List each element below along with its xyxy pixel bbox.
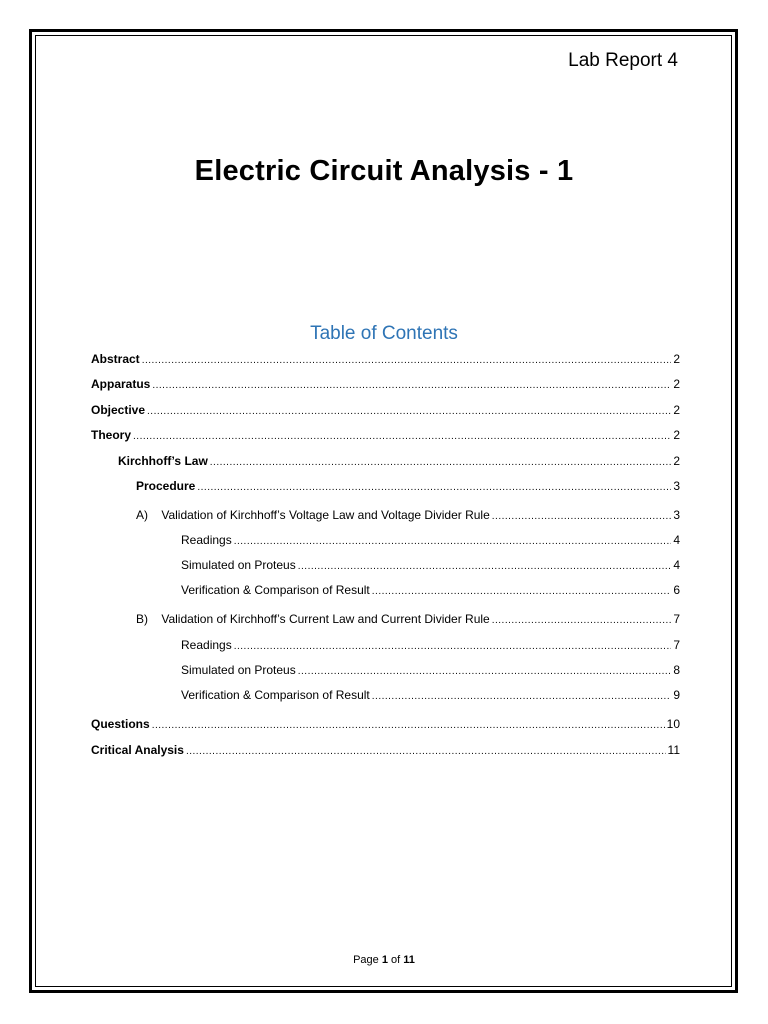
toc-leader-dots xyxy=(152,378,671,394)
toc-entry-label: Objective xyxy=(91,403,146,417)
footer-total-pages: 11 xyxy=(403,954,415,966)
toc-leader-dots xyxy=(234,534,672,550)
toc-leader-dots xyxy=(147,404,671,420)
toc-entry-abstract[interactable] xyxy=(91,351,680,367)
toc-leader-dots xyxy=(372,689,672,705)
toc-entry-label: B) Validation of Kirchhoff’s Current Law and Current Divider Rule xyxy=(136,612,490,626)
toc-leader-dots xyxy=(298,559,672,575)
footer-current-page: 1 xyxy=(381,954,388,966)
toc-leader-dots xyxy=(492,509,672,525)
page-footer xyxy=(0,954,768,966)
toc-entry-page: 4 xyxy=(673,558,680,572)
toc-entry-kvl-verification[interactable] xyxy=(181,582,680,598)
toc-entry-label: Verification & Comparison of Result xyxy=(181,583,370,597)
toc-entry-label: Theory xyxy=(91,428,132,442)
toc-entry-objective[interactable] xyxy=(91,402,680,418)
toc-entry-page: 3 xyxy=(673,479,680,493)
footer-page-word: Page xyxy=(353,954,379,966)
toc-entry-label: A) Validation of Kirchhoff’s Voltage Law and Voltage Divider Rule xyxy=(136,508,490,522)
toc-entry-page: 2 xyxy=(673,428,680,442)
report-label: Lab Report 4 xyxy=(568,50,678,71)
toc-entry-page: 7 xyxy=(673,638,680,652)
toc-entry-page: 9 xyxy=(673,688,680,702)
toc-entry-label: Apparatus xyxy=(91,377,151,391)
toc-entry-page: 8 xyxy=(673,663,680,677)
toc-entry-kcl-validation[interactable] xyxy=(136,611,680,627)
toc-entry-critical-analysis[interactable] xyxy=(91,742,680,758)
toc-entry-page: 2 xyxy=(673,454,680,468)
toc-entry-page: 2 xyxy=(673,377,680,391)
toc-entry-page: 6 xyxy=(673,583,680,597)
toc-entry-page: 10 xyxy=(666,717,680,731)
toc-leader-dots xyxy=(210,455,672,471)
toc-entry-kcl-simulated[interactable] xyxy=(181,662,680,678)
toc-entry-label: Readings xyxy=(181,533,232,547)
document-title: Electric Circuit Analysis - 1 xyxy=(194,155,574,187)
toc-entry-label: Critical Analysis xyxy=(91,743,184,757)
toc-leader-dots xyxy=(234,639,672,655)
toc-entry-procedure[interactable] xyxy=(136,478,680,494)
toc-leader-dots xyxy=(372,584,672,600)
toc-entry-page: 3 xyxy=(673,508,680,522)
footer-of-word: of xyxy=(391,954,401,966)
toc-entry-label: Readings xyxy=(181,638,232,652)
toc-entry-page: 7 xyxy=(673,612,680,626)
toc-entry-questions[interactable] xyxy=(91,716,680,732)
toc-entry-label: Simulated on Proteus xyxy=(181,558,296,572)
toc-entry-theory[interactable] xyxy=(91,427,680,443)
toc-leader-dots xyxy=(197,480,671,496)
toc-entry-page: 4 xyxy=(673,533,680,547)
toc-leader-dots xyxy=(142,353,672,369)
toc-entry-kcl-readings[interactable] xyxy=(181,637,680,653)
toc-entry-kcl-verification[interactable] xyxy=(181,687,680,703)
toc-leader-dots xyxy=(133,429,671,445)
toc-entry-kvl-readings[interactable] xyxy=(181,532,680,548)
toc-entry-page: 2 xyxy=(673,403,680,417)
toc-entry-page: 2 xyxy=(673,352,680,366)
toc-leader-dots xyxy=(492,613,672,629)
toc-leader-dots xyxy=(186,744,666,760)
toc-entry-label: Simulated on Proteus xyxy=(181,663,296,677)
toc-entry-kvl-validation[interactable] xyxy=(136,507,680,523)
toc-entry-kvl-simulated[interactable] xyxy=(181,557,680,573)
toc-entry-label: Abstract xyxy=(91,352,140,366)
toc-entry-label: Kirchhoff’s Law xyxy=(118,454,208,468)
toc-entry-kirchhoffs-law[interactable] xyxy=(118,453,680,469)
toc-entry-label: Verification & Comparison of Result xyxy=(181,688,370,702)
toc-entry-page: 11 xyxy=(667,743,680,757)
toc-leader-dots xyxy=(298,664,672,680)
toc-heading: Table of Contents xyxy=(310,323,458,344)
toc-entry-label: Procedure xyxy=(136,479,196,493)
toc-entry-apparatus[interactable] xyxy=(91,376,680,392)
toc-leader-dots xyxy=(152,718,665,734)
toc-entry-label: Questions xyxy=(91,717,150,731)
